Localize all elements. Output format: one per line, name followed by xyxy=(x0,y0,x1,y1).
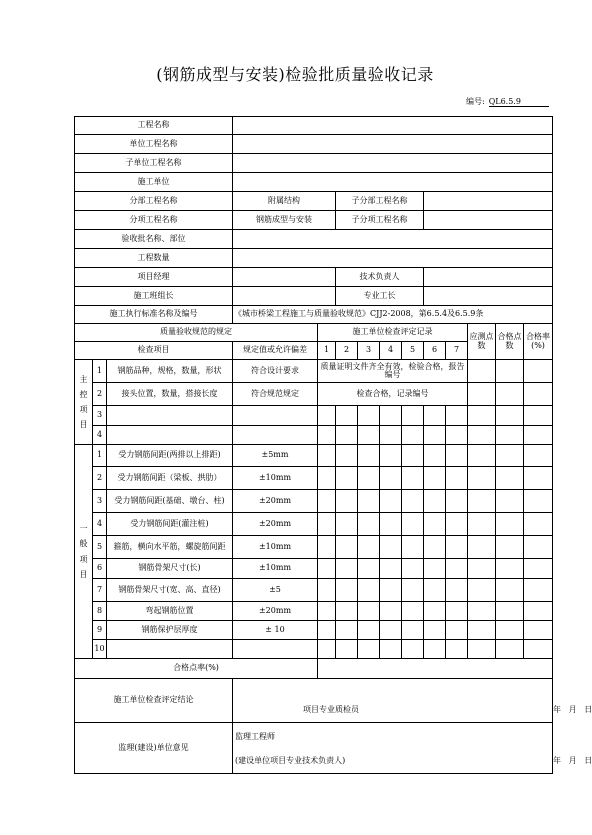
cell[interactable] xyxy=(496,621,524,640)
label-should-measure: 应测点数 xyxy=(468,324,496,360)
field-batch[interactable] xyxy=(233,230,553,249)
main-item-name: 接头位置，数量，搭接长度 xyxy=(107,383,233,406)
cell[interactable] xyxy=(496,467,524,490)
cell[interactable] xyxy=(318,640,336,659)
cell[interactable] xyxy=(380,621,402,640)
general-item-no: 6 xyxy=(93,559,107,579)
field-pm[interactable] xyxy=(233,268,336,287)
cell[interactable] xyxy=(468,383,496,406)
cell[interactable] xyxy=(336,426,358,445)
cell[interactable] xyxy=(524,579,553,602)
cell[interactable] xyxy=(468,467,496,490)
field-supervision[interactable] xyxy=(233,723,592,774)
main-item-no: 3 xyxy=(93,406,107,426)
label-check-item: 检查项目 xyxy=(75,342,233,360)
cell[interactable] xyxy=(424,536,446,559)
cell[interactable] xyxy=(358,467,380,490)
cell[interactable] xyxy=(446,467,468,490)
label-sub-unit-project: 子单位工程名称 xyxy=(75,154,233,173)
col-header-7: 7 xyxy=(446,342,468,360)
cell[interactable] xyxy=(424,426,446,445)
general-group-char: 一 xyxy=(79,524,88,534)
cell[interactable] xyxy=(446,406,468,426)
label-team-lead: 施工班组长 xyxy=(75,287,233,306)
general-item-no: 9 xyxy=(93,621,107,640)
main-item-no: 4 xyxy=(93,426,107,445)
cell[interactable] xyxy=(496,640,524,659)
cell[interactable] xyxy=(496,513,524,536)
general-item-std: ±10mm xyxy=(233,467,318,490)
field-subitem[interactable]: 钢筋成型与安装 xyxy=(233,211,336,230)
cell[interactable] xyxy=(358,536,380,559)
label-eval-record: 施工单位检查评定记录 xyxy=(318,324,468,342)
cell[interactable] xyxy=(424,490,446,513)
label-division: 分部工程名称 xyxy=(75,192,233,211)
general-group-char: 般 xyxy=(79,539,88,549)
cell[interactable] xyxy=(524,621,553,640)
cell[interactable] xyxy=(468,621,496,640)
owner-tech-label: (建设单位项目专业技术负责人) xyxy=(235,756,346,765)
general-item-std: ±5 xyxy=(233,579,318,602)
general-items-group xyxy=(75,445,93,659)
cell[interactable] xyxy=(524,559,553,579)
cell[interactable] xyxy=(524,602,553,621)
document-title: (钢筋成型与安装)检验批质量验收记录 xyxy=(156,65,434,84)
cell[interactable] xyxy=(358,490,380,513)
main-group-char: 目 xyxy=(79,420,88,430)
main-item-std: 符合设计要求 xyxy=(233,360,318,383)
label-tech-lead: 技术负责人 xyxy=(336,268,424,287)
label-pass-rate-total: 合格点率(%) xyxy=(75,659,318,679)
general-item-std: ±20mm xyxy=(233,490,318,513)
general-item-std: ±20mm xyxy=(233,602,318,621)
cell[interactable] xyxy=(424,559,446,579)
field-quantity[interactable] xyxy=(233,249,553,268)
cell[interactable] xyxy=(424,445,446,467)
cell[interactable] xyxy=(380,490,402,513)
cell[interactable] xyxy=(446,559,468,579)
field-sub-division[interactable] xyxy=(424,192,553,211)
cell[interactable] xyxy=(380,640,402,659)
general-item-name: 受力钢筋间距（梁板、拱肋） xyxy=(107,467,233,490)
cell[interactable] xyxy=(318,536,336,559)
col-header-4: 4 xyxy=(380,342,402,360)
cell[interactable] xyxy=(468,602,496,621)
cell[interactable] xyxy=(468,406,496,426)
cell[interactable] xyxy=(358,426,380,445)
cell[interactable] xyxy=(402,445,424,467)
cell[interactable] xyxy=(380,426,402,445)
general-item-no: 10 xyxy=(93,640,107,659)
cell[interactable] xyxy=(336,621,358,640)
cell[interactable] xyxy=(318,579,336,602)
general-group-char: 项 xyxy=(79,554,88,564)
supervisor-label: 监理工程师 xyxy=(235,732,275,741)
supervision-text: 监理(建设)单位意见 xyxy=(118,742,189,752)
cell[interactable] xyxy=(424,513,446,536)
cell[interactable] xyxy=(318,621,336,640)
field-sub-subitem[interactable] xyxy=(424,211,553,230)
label-supervision xyxy=(75,723,233,774)
col-header-3: 3 xyxy=(358,342,380,360)
main-group-char: 控 xyxy=(79,389,88,399)
field-construction-unit[interactable] xyxy=(233,173,553,192)
construction-check-text: 施工单位检查评定结论 xyxy=(113,695,194,705)
cell[interactable] xyxy=(446,445,468,467)
label-quality-spec: 质量验收规范的规定 xyxy=(75,324,318,342)
general-item-name: 钢筋骨架尺寸(宽、高、直径) xyxy=(107,579,233,602)
cell[interactable] xyxy=(358,640,380,659)
field-pass-rate-total[interactable] xyxy=(318,659,553,679)
cell[interactable] xyxy=(336,536,358,559)
cell[interactable] xyxy=(336,406,358,426)
cell[interactable] xyxy=(468,536,496,559)
field-project-name[interactable] xyxy=(233,117,553,135)
cell[interactable] xyxy=(424,602,446,621)
cell[interactable] xyxy=(424,640,446,659)
cell[interactable] xyxy=(358,559,380,579)
inspection-form xyxy=(74,116,592,774)
quality-inspector-label: 项目专业质检员 xyxy=(303,705,359,714)
doc-number-label: 编号: xyxy=(466,97,485,106)
cell[interactable] xyxy=(402,426,424,445)
main-item-std xyxy=(233,426,318,445)
field-sub-unit-project[interactable] xyxy=(233,154,553,173)
cell[interactable] xyxy=(496,536,524,559)
cell[interactable] xyxy=(336,445,358,467)
general-item-no: 4 xyxy=(93,513,107,536)
cell[interactable] xyxy=(336,490,358,513)
construction-date: 年 月 日 xyxy=(553,705,592,714)
cell[interactable] xyxy=(424,406,446,426)
cell[interactable] xyxy=(468,445,496,467)
label-allow-dev: 规定值或允许偏差 xyxy=(233,342,318,360)
cell[interactable] xyxy=(446,490,468,513)
cell[interactable] xyxy=(402,602,424,621)
cell[interactable] xyxy=(524,513,553,536)
main-item-record[interactable]: 检查合格，记录编号 xyxy=(318,383,468,406)
label-project-name: 工程名称 xyxy=(75,117,233,135)
field-team-lead[interactable] xyxy=(233,287,336,306)
cell[interactable] xyxy=(424,467,446,490)
general-item-std xyxy=(233,640,318,659)
cell[interactable] xyxy=(358,406,380,426)
cell[interactable] xyxy=(380,559,402,579)
general-item-name: 受力钢筋间距(灌注桩) xyxy=(107,513,233,536)
general-item-std: ±10mm xyxy=(233,559,318,579)
cell[interactable] xyxy=(380,602,402,621)
cell[interactable] xyxy=(380,467,402,490)
doc-number-value[interactable]: QL6.5.9 xyxy=(489,97,549,107)
label-construction-unit: 施工单位 xyxy=(75,173,233,192)
cell[interactable] xyxy=(496,559,524,579)
main-item-no: 1 xyxy=(93,360,107,383)
cell[interactable] xyxy=(496,406,524,426)
col-header-6: 6 xyxy=(424,342,446,360)
cell[interactable] xyxy=(336,579,358,602)
field-tech-lead[interactable] xyxy=(424,268,553,287)
general-item-std: ±10mm xyxy=(233,536,318,559)
label-construction-check xyxy=(75,679,233,723)
cell[interactable] xyxy=(402,559,424,579)
label-qualified-points: 合格点数 xyxy=(496,324,524,360)
cell[interactable] xyxy=(424,621,446,640)
general-item-no: 2 xyxy=(93,467,107,490)
cell[interactable] xyxy=(496,490,524,513)
general-item-no: 3 xyxy=(93,490,107,513)
col-header-1: 1 xyxy=(318,342,336,360)
cell[interactable] xyxy=(336,602,358,621)
cell[interactable] xyxy=(380,536,402,559)
main-item-record[interactable]: 质量证明文件齐全有效，检验合格，报告编号 xyxy=(318,360,468,383)
cell[interactable] xyxy=(318,406,336,426)
general-item-no: 7 xyxy=(93,579,107,602)
general-item-name: 弯起钢筋位置 xyxy=(107,602,233,621)
general-item-name xyxy=(107,640,233,659)
col-header-5: 5 xyxy=(402,342,424,360)
cell[interactable] xyxy=(496,579,524,602)
cell[interactable] xyxy=(402,536,424,559)
cell[interactable] xyxy=(468,426,496,445)
general-group-char: 目 xyxy=(79,569,88,579)
cell[interactable] xyxy=(336,559,358,579)
general-item-std: ±5mm xyxy=(233,445,318,467)
cell[interactable] xyxy=(468,360,496,383)
cell[interactable] xyxy=(358,513,380,536)
cell[interactable] xyxy=(336,640,358,659)
cell[interactable] xyxy=(402,406,424,426)
cell[interactable] xyxy=(424,579,446,602)
label-batch: 验收批名称、部位 xyxy=(75,230,233,249)
general-item-name: 钢筋骨架尺寸(长) xyxy=(107,559,233,579)
cell[interactable] xyxy=(446,602,468,621)
field-division[interactable]: 附属结构 xyxy=(233,192,336,211)
cell[interactable] xyxy=(524,467,553,490)
field-unit-project[interactable] xyxy=(233,135,553,154)
field-foreman[interactable] xyxy=(424,287,553,306)
cell[interactable] xyxy=(496,445,524,467)
cell[interactable] xyxy=(468,640,496,659)
label-sub-division: 子分部工程名称 xyxy=(336,192,424,211)
general-item-std: ± 10 xyxy=(233,621,318,640)
general-item-no: 5 xyxy=(93,536,107,559)
doc-number xyxy=(466,96,549,107)
cell[interactable] xyxy=(358,602,380,621)
general-item-std: ±20mm xyxy=(233,513,318,536)
main-item-name xyxy=(107,406,233,426)
general-item-name: 受力钢筋间距(两排以上排距) xyxy=(107,445,233,467)
cell[interactable] xyxy=(380,445,402,467)
main-item-no: 2 xyxy=(93,383,107,406)
cell[interactable] xyxy=(402,640,424,659)
cell[interactable] xyxy=(358,621,380,640)
cell[interactable] xyxy=(496,383,524,406)
cell[interactable] xyxy=(446,513,468,536)
cell[interactable] xyxy=(402,579,424,602)
cell[interactable] xyxy=(468,490,496,513)
label-sub-subitem: 子分项工程名称 xyxy=(336,211,424,230)
main-group-char: 主 xyxy=(79,374,88,384)
cell[interactable] xyxy=(468,513,496,536)
cell[interactable] xyxy=(402,621,424,640)
main-item-name: 钢筋品种，规格，数量，形状 xyxy=(107,360,233,383)
label-quantity: 工程数量 xyxy=(75,249,233,268)
main-item-std: 符合规范规定 xyxy=(233,383,318,406)
cell[interactable] xyxy=(318,559,336,579)
cell[interactable] xyxy=(336,467,358,490)
general-item-no: 1 xyxy=(93,445,107,467)
cell[interactable] xyxy=(524,426,553,445)
cell[interactable] xyxy=(358,445,380,467)
label-foreman: 专业工长 xyxy=(336,287,424,306)
cell[interactable] xyxy=(402,513,424,536)
cell[interactable] xyxy=(446,536,468,559)
cell[interactable] xyxy=(318,445,336,467)
cell[interactable] xyxy=(524,360,553,383)
col-header-2: 2 xyxy=(336,342,358,360)
cell[interactable] xyxy=(318,467,336,490)
general-item-name: 钢筋保护层厚度 xyxy=(107,621,233,640)
cell[interactable] xyxy=(380,513,402,536)
cell[interactable] xyxy=(318,602,336,621)
cell[interactable] xyxy=(446,640,468,659)
cell[interactable] xyxy=(496,426,524,445)
cell[interactable] xyxy=(402,490,424,513)
cell[interactable] xyxy=(524,445,553,467)
field-standard: 《城市桥梁工程施工与质量验收规范》CJJ2-2008，第6.5.4及6.5.9条 xyxy=(233,306,553,324)
cell[interactable] xyxy=(446,579,468,602)
cell[interactable] xyxy=(446,621,468,640)
cell[interactable] xyxy=(318,513,336,536)
cell[interactable] xyxy=(468,559,496,579)
cell[interactable] xyxy=(380,579,402,602)
field-construction-check[interactable] xyxy=(233,679,592,723)
cell[interactable] xyxy=(358,579,380,602)
main-item-std xyxy=(233,406,318,426)
main-group-char: 项 xyxy=(79,405,88,414)
cell[interactable] xyxy=(468,579,496,602)
cell[interactable] xyxy=(336,513,358,536)
supervision-date: 年 月 日 xyxy=(553,756,592,765)
cell[interactable] xyxy=(524,490,553,513)
cell[interactable] xyxy=(496,360,524,383)
cell[interactable] xyxy=(318,490,336,513)
general-item-no: 8 xyxy=(93,602,107,621)
cell[interactable] xyxy=(446,426,468,445)
cell[interactable] xyxy=(402,467,424,490)
general-item-name: 受力钢筋间距(基础、墩台、柱) xyxy=(107,490,233,513)
main-items-group xyxy=(75,360,93,445)
cell[interactable] xyxy=(496,602,524,621)
cell[interactable] xyxy=(524,536,553,559)
cell[interactable] xyxy=(318,426,336,445)
general-item-name: 箍筋，横向水平筋，螺旋筋间距 xyxy=(107,536,233,559)
main-item-name xyxy=(107,426,233,445)
label-pm: 项目经理 xyxy=(75,268,233,287)
label-standard: 施工执行标准名称及编号 xyxy=(75,306,233,324)
cell[interactable] xyxy=(524,640,553,659)
label-subitem: 分项工程名称 xyxy=(75,211,233,230)
cell[interactable] xyxy=(524,406,553,426)
cell[interactable] xyxy=(380,406,402,426)
label-unit-project: 单位工程名称 xyxy=(75,135,233,154)
label-pass-rate: 合格率(%) xyxy=(524,324,553,360)
cell[interactable] xyxy=(524,383,553,406)
